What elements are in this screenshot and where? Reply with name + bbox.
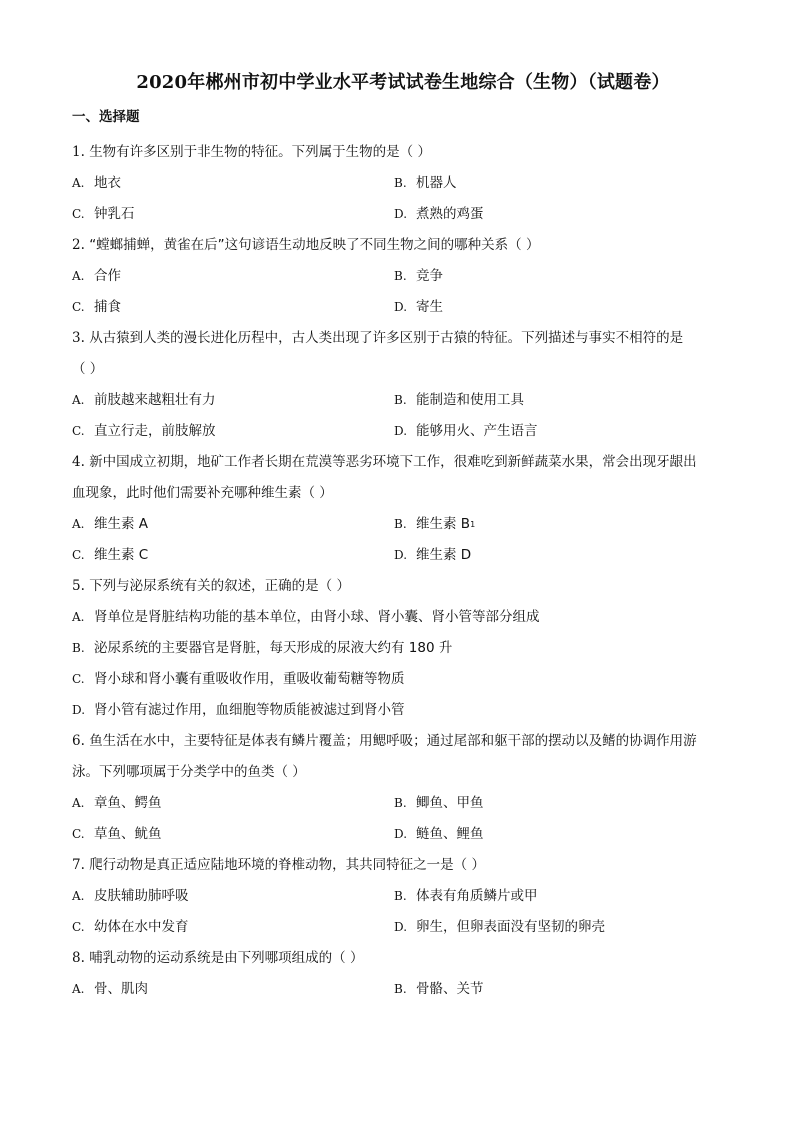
question-number: 8. bbox=[72, 950, 85, 966]
option-row bbox=[72, 912, 734, 943]
option-row bbox=[72, 385, 734, 416]
question-number: 1. bbox=[72, 144, 85, 160]
question-stem bbox=[72, 230, 734, 261]
option-letter: B. bbox=[394, 269, 407, 283]
option-letter: B. bbox=[394, 982, 407, 996]
question-2 bbox=[72, 230, 734, 323]
option-letter: D. bbox=[394, 827, 408, 841]
question-number: 7. bbox=[72, 857, 85, 873]
option-text: 卵生，但卵表面没有坚韧的卵壳 bbox=[416, 919, 605, 935]
option-row bbox=[72, 695, 734, 726]
option-c[interactable] bbox=[72, 664, 405, 695]
option-text: 维生素 C bbox=[94, 547, 149, 563]
question-stem bbox=[72, 447, 734, 478]
question-text: “螳螂捕蝉，黄雀在后”这句谚语生动地反映了不同生物之间的哪种关系（ ） bbox=[89, 237, 540, 253]
option-letter: D. bbox=[394, 920, 408, 934]
option-text: 竞争 bbox=[416, 268, 443, 284]
option-d[interactable] bbox=[394, 540, 716, 571]
option-c[interactable] bbox=[72, 912, 394, 943]
subscript: 1 bbox=[470, 520, 476, 529]
page-title: 2020年郴州市初中学业水平考试试卷生地综合（生物）（试题卷） bbox=[136, 72, 670, 93]
question-number: 2. bbox=[72, 237, 85, 253]
option-text: 煮熟的鸡蛋 bbox=[416, 206, 484, 222]
option-text: 地衣 bbox=[94, 175, 121, 191]
option-row bbox=[72, 602, 734, 633]
option-a[interactable] bbox=[72, 974, 394, 1005]
option-text: 能制造和使用工具 bbox=[416, 392, 524, 408]
option-d[interactable] bbox=[72, 695, 405, 726]
question-text: 下列与泌尿系统有关的叙述，正确的是（ ） bbox=[89, 578, 350, 594]
option-a[interactable] bbox=[72, 881, 394, 912]
option-a[interactable] bbox=[72, 509, 394, 540]
option-a[interactable] bbox=[72, 602, 540, 633]
option-text: 泌尿系统的主要器官是肾脏，每天形成的尿液大约有 180 升 bbox=[94, 640, 453, 656]
option-a[interactable] bbox=[72, 261, 394, 292]
option-b[interactable] bbox=[394, 168, 716, 199]
option-text: 能够用火、产生语言 bbox=[416, 423, 538, 439]
option-row bbox=[72, 633, 734, 664]
option-text: 肾单位是肾脏结构功能的基本单位，由肾小球、肾小囊、肾小管等部分组成 bbox=[94, 609, 540, 625]
option-b[interactable] bbox=[394, 261, 716, 292]
option-b[interactable] bbox=[72, 633, 452, 664]
question-6 bbox=[72, 726, 734, 850]
option-text: 前肢越来越粗壮有力 bbox=[94, 392, 216, 408]
option-text: 机器人 bbox=[416, 175, 457, 191]
option-a[interactable] bbox=[72, 168, 394, 199]
question-7 bbox=[72, 850, 734, 943]
option-text: 骨、肌肉 bbox=[94, 981, 148, 997]
option-letter: D. bbox=[394, 424, 408, 438]
question-number: 6. bbox=[72, 733, 85, 749]
question-8 bbox=[72, 943, 734, 1005]
question-stem bbox=[72, 137, 734, 168]
option-letter: A. bbox=[72, 393, 85, 407]
option-letter: C. bbox=[72, 920, 85, 934]
option-text: 鲫鱼、甲鱼 bbox=[416, 795, 484, 811]
question-stem bbox=[72, 571, 734, 602]
option-letter: C. bbox=[72, 207, 85, 221]
option-row bbox=[72, 199, 734, 230]
option-c[interactable] bbox=[72, 540, 394, 571]
question-stem bbox=[72, 323, 734, 354]
option-text: 合作 bbox=[94, 268, 121, 284]
question-4 bbox=[72, 447, 734, 571]
option-c[interactable] bbox=[72, 819, 394, 850]
option-d[interactable] bbox=[394, 416, 716, 447]
option-letter: A. bbox=[72, 610, 85, 624]
option-text: 体表有角质鳞片或甲 bbox=[416, 888, 538, 904]
option-letter: A. bbox=[72, 269, 85, 283]
option-text: 捕食 bbox=[94, 299, 121, 315]
option-row bbox=[72, 664, 734, 695]
option-letter: B. bbox=[394, 176, 407, 190]
option-text: 章鱼、鳄鱼 bbox=[94, 795, 162, 811]
option-row bbox=[72, 292, 734, 323]
option-letter: C. bbox=[72, 424, 85, 438]
option-b[interactable] bbox=[394, 974, 716, 1005]
option-text: 维生素 D bbox=[416, 547, 472, 563]
option-text: 皮肤辅助肺呼吸 bbox=[94, 888, 189, 904]
question-5 bbox=[72, 571, 734, 726]
question-1 bbox=[72, 137, 734, 230]
option-d[interactable] bbox=[394, 819, 716, 850]
option-row bbox=[72, 509, 734, 540]
question-stem-continued: （ ） bbox=[72, 361, 104, 377]
question-text: 新中国成立初期，地矿工作者长期在荒漠等恶劣环境下工作，很难吃到新鲜蔬菜水果，常会出现牙龈出 bbox=[89, 454, 697, 470]
section-heading: 一、选择题 bbox=[72, 109, 140, 125]
option-text: 肾小管有滤过作用，血细胞等物质能被滤过到肾小管 bbox=[94, 702, 405, 718]
option-b[interactable] bbox=[394, 385, 716, 416]
option-text: 维生素 A bbox=[94, 516, 149, 532]
option-text: 寄生 bbox=[416, 299, 443, 315]
option-text: 幼体在水中发育 bbox=[94, 919, 189, 935]
option-letter: D. bbox=[394, 548, 408, 562]
question-stem bbox=[72, 943, 734, 974]
option-d[interactable] bbox=[394, 292, 716, 323]
question-stem-continued: 泳。下列哪项属于分类学中的鱼类（ ） bbox=[72, 764, 306, 780]
option-letter: C. bbox=[72, 827, 85, 841]
option-letter: A. bbox=[72, 176, 85, 190]
option-a[interactable] bbox=[72, 385, 394, 416]
option-letter: B. bbox=[394, 889, 407, 903]
option-letter: D. bbox=[394, 207, 408, 221]
question-number: 5. bbox=[72, 578, 85, 594]
option-letter: C. bbox=[72, 300, 85, 314]
option-text: 直立行走，前肢解放 bbox=[94, 423, 216, 439]
option-text: 草鱼、鱿鱼 bbox=[94, 826, 162, 842]
option-b[interactable] bbox=[394, 509, 716, 540]
option-text: 维生素 B bbox=[416, 516, 471, 532]
option-row bbox=[72, 788, 734, 819]
option-b[interactable] bbox=[394, 788, 716, 819]
option-letter: C. bbox=[72, 548, 85, 562]
question-stem bbox=[72, 850, 734, 881]
question-stem bbox=[72, 726, 734, 757]
question-text: 生物有许多区别于非生物的特征。下列属于生物的是（ ） bbox=[89, 144, 431, 160]
option-letter: B. bbox=[72, 641, 85, 655]
option-letter: A. bbox=[72, 889, 85, 903]
question-text: 哺乳动物的运动系统是由下列哪项组成的（ ） bbox=[89, 950, 364, 966]
option-row bbox=[72, 819, 734, 850]
option-text: 鲢鱼、鲤鱼 bbox=[416, 826, 484, 842]
question-text: 爬行动物是真正适应陆地环境的脊椎动物，其共同特征之一是（ ） bbox=[89, 857, 485, 873]
option-d[interactable] bbox=[394, 912, 716, 943]
question-3 bbox=[72, 323, 734, 447]
option-letter: A. bbox=[72, 517, 85, 531]
option-row bbox=[72, 168, 734, 199]
question-text: 从古猿到人类的漫长进化历程中，古人类出现了许多区别于古猿的特征。下列描述与事实不相符的是 bbox=[89, 330, 684, 346]
option-row bbox=[72, 974, 734, 1005]
option-row bbox=[72, 261, 734, 292]
option-letter: A. bbox=[72, 982, 85, 996]
question-number: 4. bbox=[72, 454, 85, 470]
option-c[interactable] bbox=[72, 199, 394, 230]
option-letter: A. bbox=[72, 796, 85, 810]
option-row bbox=[72, 540, 734, 571]
option-letter: C. bbox=[72, 672, 85, 686]
option-b[interactable] bbox=[394, 881, 716, 912]
question-number: 3. bbox=[72, 330, 85, 346]
option-letter: D. bbox=[394, 300, 408, 314]
option-a[interactable] bbox=[72, 788, 394, 819]
option-text: 钟乳石 bbox=[94, 206, 135, 222]
option-letter: B. bbox=[394, 796, 407, 810]
option-letter: B. bbox=[394, 393, 407, 407]
option-row bbox=[72, 416, 734, 447]
question-stem-continued: 血现象，此时他们需要补充哪种维生素（ ） bbox=[72, 485, 333, 501]
option-letter: B. bbox=[394, 517, 407, 531]
option-d[interactable] bbox=[394, 199, 716, 230]
option-c[interactable] bbox=[72, 416, 394, 447]
option-row bbox=[72, 881, 734, 912]
question-text: 鱼生活在水中，主要特征是体表有鳞片覆盖；用鳃呼吸；通过尾部和躯干部的摆动以及鳍的协调作用游 bbox=[89, 733, 697, 749]
option-c[interactable] bbox=[72, 292, 394, 323]
option-letter: D. bbox=[72, 703, 86, 717]
option-text: 肾小球和肾小囊有重吸收作用，重吸收葡萄糖等物质 bbox=[94, 671, 405, 687]
option-text: 骨骼、关节 bbox=[416, 981, 484, 997]
